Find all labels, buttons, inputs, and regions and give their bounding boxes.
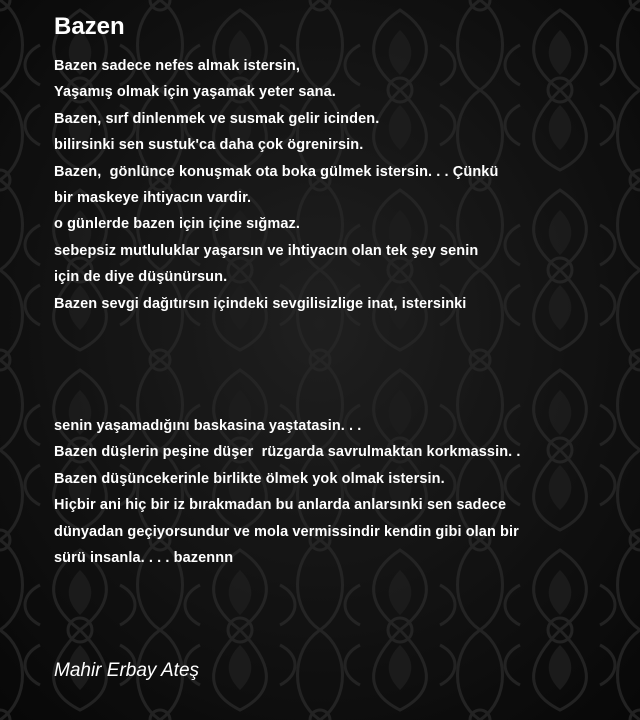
poem-line: Hiçbir ani hiç bir iz bırakmadan bu anlarda anlarsınki sen sadece — [54, 497, 507, 514]
poem-line: bilirsinki sen sustuk'ca daha çok ögrenirsin. — [54, 137, 364, 154]
poem-line: Yaşamış olmak için yaşamak yeter sana. — [54, 84, 336, 101]
poem-line: dünyadan geçiyorsundur ve mola vermissindir kendin gibi olan bir — [54, 523, 519, 540]
poem-line: bir maskeye ihtiyacın vardir. — [54, 190, 252, 207]
poem-stanza-1 — [54, 53, 498, 317]
poem-stanza-2 — [54, 413, 521, 571]
poem-author: Mahir Erbay Ateş — [54, 660, 200, 681]
poem-line: Bazen, gönlünce konuşmak ota boka gülmek istersin. . . Çünkü — [54, 163, 499, 180]
poem-line: sürü insanla. . . . bazennn — [54, 550, 234, 567]
poem-line: o günlerde bazen için içine sığmaz. — [54, 216, 301, 233]
poem-line: sebepsiz mutluluklar yaşarsın ve ihtiyacın olan tek şey senin — [54, 242, 479, 259]
poem-line: senin yaşamadığını baskasina yaştatasin. . . — [54, 418, 362, 434]
poem-line: Bazen sevgi dağıtırsın içindeki sevgilisizlige inat, istersinki — [54, 295, 467, 312]
poem-line: için de diye düşünürsun. — [54, 269, 228, 286]
poem-title: Bazen — [54, 13, 125, 40]
poem-line: Bazen, sırf dinlenmek ve susmak gelir icinden. — [54, 110, 380, 127]
poem-line: Bazen düşüncekerinle birlikte ölmek yok olmak istersin. — [54, 470, 445, 487]
poem-line: Bazen sadece nefes almak istersin, — [54, 58, 300, 74]
poem-line: Bazen düşlerin peşine düşer rüzgarda savrulmaktan korkmassin. . — [54, 444, 521, 461]
